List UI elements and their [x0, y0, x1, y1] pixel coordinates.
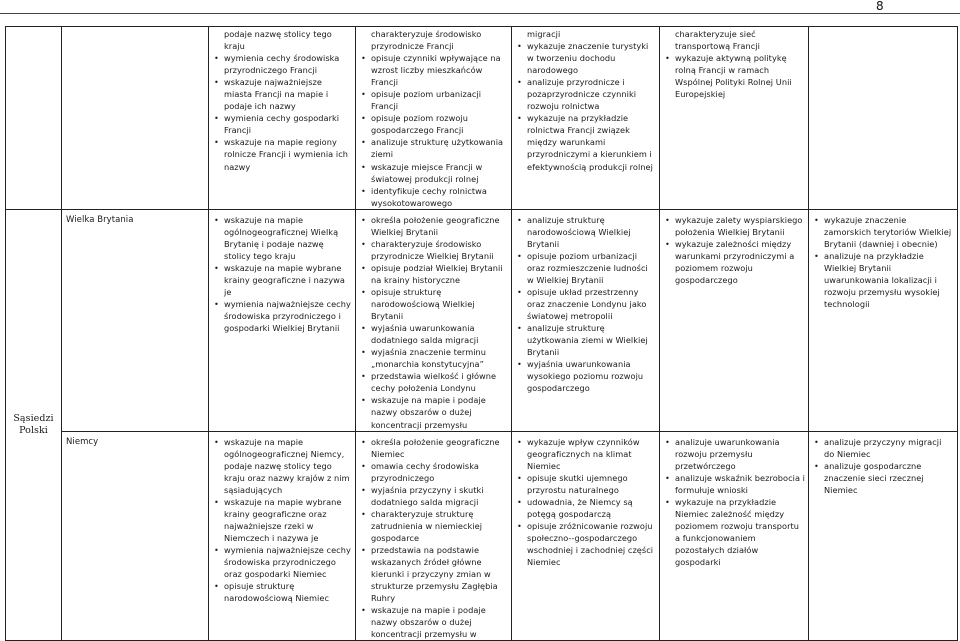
country-name: Niemcy [62, 431, 209, 641]
list-item: • przedstawia na podstawie wskazanych źródeł główne kierunki i przyczyny zmian w strukturze przemysłu Zagłębia Ruhry [360, 544, 508, 604]
level6-cell [809, 431, 958, 641]
list-item: • wskazuje na mapie ogólnogeograficznej Wielką Brytanię i podaje nazwę stolicy tego kraju [213, 214, 352, 262]
list-item: • wskazuje na mapie regiony rolnicze Francji i wymienia ich nazwy [213, 136, 352, 172]
country-cell-empty [62, 27, 209, 210]
list-item: • wymienia najważniejsze cechy środowiska przyrodniczego oraz gospodarki Niemiec [213, 544, 352, 580]
skills-cell [209, 27, 356, 210]
list-item: • wykazuje aktywną politykę rolną Francji w ramach Wspólnej Polityki Rolnej Unii Europejskiej [664, 52, 805, 100]
requirement-list [213, 436, 352, 605]
list-item: • omawia cechy środowiska przyrodniczego [360, 460, 508, 484]
list-item: • opisuje poziom rozwoju gospodarczego Francji [360, 112, 508, 136]
list-item: • analizuje strukturę narodowościową Wielkiej Brytanii [516, 214, 656, 250]
level4-cell [512, 27, 660, 210]
page-number: 8 [876, 0, 884, 13]
list-item: • analizuje uwarunkowania rozwoju przemysłu przetwórczego [664, 436, 805, 472]
list-item: • przedstawia wielkość i główne cechy położenia Londynu [360, 370, 508, 394]
list-item: • identyfikuje cechy rolnictwa wysokotowarowego [360, 185, 508, 209]
list-item: • wykazuje zalety wyspiarskiego położenia Wielkiej Brytanii [664, 214, 805, 238]
requirement-list [516, 436, 656, 569]
list-item: • analizuje przyrodnicze i pozaprzyrodnicze czynniki rozwoju rolnictwa [516, 76, 656, 112]
list-item: • analizuje strukturę użytkowania ziemi w Wielkiej Brytanii [516, 322, 656, 358]
list-item: charakteryzuje środowisko przyrodnicze Francji [371, 29, 482, 52]
skills-cell [209, 209, 356, 431]
list-item: • wskazuje najważniejsze miasta Francji na mapie i podaje ich nazwy [213, 76, 352, 112]
level6-cell [809, 209, 958, 431]
list-item: • analizuje gospodarczne znaczenie sieci rzecznej Niemiec [813, 460, 954, 496]
list-item: • określa położenie geograficzne Niemiec [360, 436, 508, 460]
list-item: • wymienia cechy gospodarki Francji [213, 112, 352, 136]
level5-cell [660, 209, 809, 431]
level3-cell [356, 209, 512, 431]
list-item: • wskazuje na mapie i podaje nazwy obszarów o dużej koncentracji przemysłu w [360, 604, 508, 640]
list-item: • charakteryzuje środowisko przyrodnicze Wielkiej Brytanii [360, 238, 508, 262]
list-item: • wskazuje na mapie ogólnogeograficznej Niemcy, podaje nazwę stolicy tego kraju oraz nazwy krajów z nim sąsiadujących [213, 436, 352, 496]
requirement-list [813, 436, 954, 496]
header-rule [0, 13, 960, 14]
list-item: • wykazuje wpływ czynników geograficznych na klimat Niemiec [516, 436, 656, 472]
list-item: • opisuje strukturę narodowościową Wielkiej Brytanii [360, 286, 508, 322]
list-item: • wykazuje znaczenie turystyki w tworzeniu dochodu narodowego [516, 40, 656, 76]
requirement-list [664, 28, 805, 100]
list-item: • wymienia najważniejsze cechy środowiska przyrodniczego i gospodarki Wielkiej Brytanii [213, 298, 352, 334]
requirement-list [213, 214, 352, 334]
list-item: • wykazuje na przykładzie Niemiec zależność między poziomem rozwoju transportu a funkcjonowaniem pozostałych działów gospodarki [664, 496, 805, 568]
list-item: • wyjaśnia uwarunkowania wysokiego poziomu rozwoju gospodarczego [516, 358, 656, 394]
requirement-list [664, 436, 805, 569]
skills-cell [209, 431, 356, 641]
level5-cell [660, 27, 809, 210]
list-item: • opisuje strukturę narodowościową Niemiec [213, 580, 352, 604]
requirement-list [664, 214, 805, 286]
list-item: • opisuje skutki ujemnego przyrostu naturalnego [516, 472, 656, 496]
list-item: • opisuje zróżnicowanie rozwoju społeczno--gospodarczego wschodniej i zachodniej części Niemiec [516, 520, 656, 568]
list-item: • wskazuje miejsce Francji w światowej produkcji rolnej [360, 161, 508, 185]
level4-cell [512, 431, 660, 641]
table-row [6, 431, 958, 641]
list-item: • wyjaśnia znaczenie terminu „monarchia konstytucyjna” [360, 346, 508, 370]
list-item: • wyjaśnia uwarunkowania dodatniego salda migracji [360, 322, 508, 346]
list-item: • wskazuje na mapie wybrane krainy geograficzne i nazywa je [213, 262, 352, 298]
list-item: • wymienia cechy środowiska przyrodniczego Francji [213, 52, 352, 76]
list-item: podaje nazwę stolicy tego kraju [224, 29, 332, 52]
list-item: • wykazuje na przykładzie rolnictwa Francji związek między warunkami przyrodniczymi a kierunkiem i efektywnością produkcji rolnej [516, 112, 656, 172]
level5-cell [660, 431, 809, 641]
list-item: • wskazuje na mapie wybrane krainy geograficzne oraz najważniejsze rzeki w Niemczech i nazywa je [213, 496, 352, 544]
level3-cell [356, 431, 512, 641]
list-item: • analizuje strukturę użytkowania ziemi [360, 136, 508, 160]
list-item: migracji [527, 29, 561, 39]
level6-cell [809, 27, 958, 210]
list-item: • opisuje podział Wielkiej Brytanii na krainy historyczne [360, 262, 508, 286]
requirement-list [516, 28, 656, 173]
table-row [6, 27, 958, 210]
list-item: • wyjaśnia przyczyny i skutki dodatniego salda migracji [360, 484, 508, 508]
list-item: • wykazuje zależności między warunkami przyrodniczymi a poziomem rozwoju gospodarczego [664, 238, 805, 286]
list-item: • opisuje poziom urbanizacji Francji [360, 88, 508, 112]
requirement-list [516, 214, 656, 395]
list-item: • opisuje układ przestrzenny oraz znaczenie Londynu jako światowej metropolii [516, 286, 656, 322]
list-item: • charakteryzuje strukturę zatrudnienia w niemieckiej gospodarce [360, 508, 508, 544]
requirement-list [360, 28, 508, 209]
country-name: Wielka Brytania [62, 209, 209, 431]
list-item: • analizuje na przykładzie Wielkiej Brytanii uwarunkowania lokalizacji i rozwoju przemysłu wysokiej technologii [813, 250, 954, 310]
list-item: • udowadnia, że Niemcy są potęgą gospodarczą [516, 496, 656, 520]
list-item: • analizuje wskaźnik bezrobocia i formułuje wnioski [664, 472, 805, 496]
requirement-list [360, 436, 508, 641]
list-item: • wykazuje znaczenie zamorskich terytoriów Wielkiej Brytanii (dawniej i obecnie) [813, 214, 954, 250]
requirement-list [360, 214, 508, 431]
curriculum-table [5, 26, 958, 641]
list-item: • analizuje przyczyny migracji do Niemiec [813, 436, 954, 460]
requirement-list [813, 214, 954, 310]
table-row [6, 209, 958, 431]
level3-cell [356, 27, 512, 210]
list-item: • określa położenie geograficzne Wielkiej Brytanii [360, 214, 508, 238]
list-item: • wskazuje na mapie i podaje nazwy obszarów o dużej koncentracji przemysłu [360, 394, 508, 430]
list-item: • opisuje poziom urbanizacji oraz rozmieszczenie ludności w Wielkiej Brytanii [516, 250, 656, 286]
region-label: Sąsiedzi Polski [6, 209, 62, 641]
list-item: • opisuje czynniki wpływające na wzrost liczby mieszkańców Francji [360, 52, 508, 88]
requirement-list [213, 28, 352, 173]
region-cell-empty [6, 27, 62, 210]
list-item: charakteryzuje sieć transportową Francji [675, 29, 760, 52]
level4-cell [512, 209, 660, 431]
